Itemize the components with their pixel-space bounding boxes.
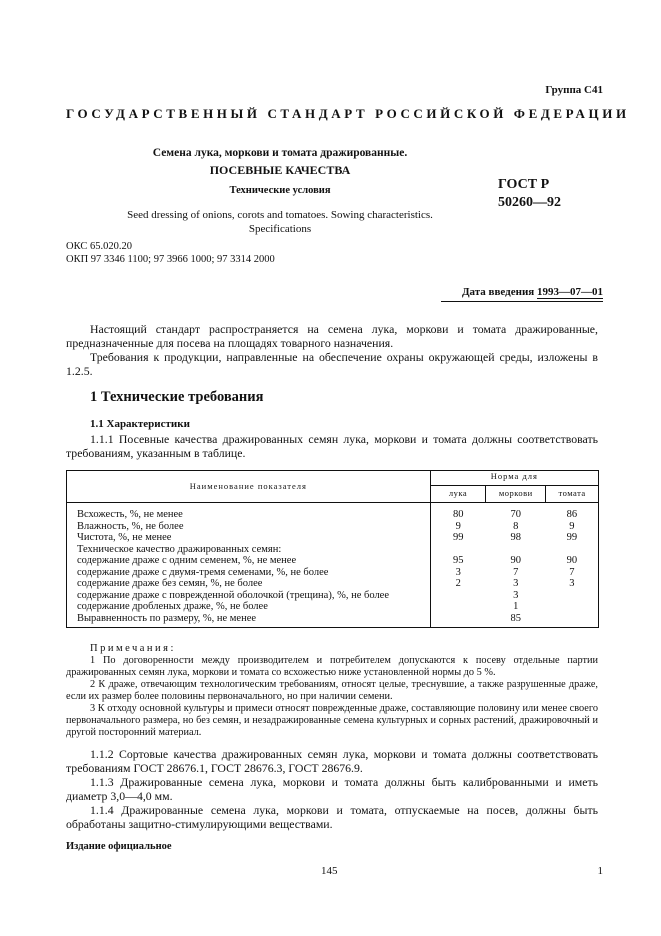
clause-1-1-1: 1.1.1 Посевные качества дражированных семян лука, моркови и томата должны соответствовать требованиям, указанным в таблице. (66, 432, 598, 460)
title-line-3: Технические условия (229, 185, 331, 196)
title-line-2: ПОСЕВНЫЕ КАЧЕСТВА (209, 163, 351, 177)
row-name: содержание драже без семян, %, не более (67, 578, 431, 590)
row-tomato (546, 601, 599, 613)
row-name: Влажность, %, не более (67, 521, 431, 533)
quality-norms-table (66, 470, 599, 628)
row-carrot: 3 (513, 589, 519, 601)
note-2: 2 К драже, отвечающим технологическим требованиям, относят целые, треснувшие, а также разрушенные драже, если их размер более половины первоначального, но при наличии семени. (66, 679, 598, 702)
row-tomato: 3 (546, 578, 599, 590)
date-divider (441, 301, 603, 302)
row-tomato (546, 613, 599, 628)
date-value: 1993—07—01 (537, 286, 603, 298)
row-carrot (486, 544, 546, 556)
row-tomato: 9 (546, 521, 599, 533)
table-header-onion: лука (430, 486, 486, 503)
english-title-line-2: Specifications (248, 223, 312, 235)
oks-code: ОКС 65.020.20 (66, 241, 132, 252)
row-tomato: 99 (546, 532, 599, 544)
table-row (67, 578, 599, 590)
row-onion: 80 (430, 509, 486, 521)
row-onion: 3 (430, 567, 486, 579)
gost-line-2: 50260—92 (498, 195, 561, 210)
official-edition: Издание официальное (66, 841, 172, 852)
table-row (67, 521, 599, 533)
row-onion: 99 (430, 532, 486, 544)
table-row (67, 601, 599, 613)
row-name: содержание драже с одним семенем, %, не менее (67, 555, 431, 567)
table-header-name: Наименование показателя (67, 471, 431, 503)
gost-designation (498, 176, 561, 212)
page-number: 145 (321, 865, 338, 877)
row-onion: 95 (430, 555, 486, 567)
table-row (67, 590, 599, 602)
row-name: содержание драже с двумя-тремя семенами, %, не более (67, 567, 431, 579)
row-name: содержание дробленых драже, %, не более (67, 601, 431, 613)
clause-1-1-2: 1.1.2 Сортовые качества дражированных семян лука, моркови и томата должны соответствовать требованиям ГОСТ 28676.1, ГОСТ 28676.3, ГОСТ 28676.9. (66, 747, 598, 775)
row-carrot: 98 (510, 532, 522, 543)
row-onion: 9 (430, 521, 486, 533)
row-name: Техническое качество дражированных семян: (67, 544, 431, 556)
row-name: Выравненность по размеру, %, не менее (67, 613, 431, 628)
table-row (67, 613, 599, 628)
table-row (67, 544, 599, 556)
row-onion (430, 601, 486, 613)
subsection-heading: 1.1 Характеристики (90, 418, 190, 430)
row-carrot: 70 (510, 509, 522, 520)
table-row (67, 532, 599, 544)
date-label: Дата введения (461, 286, 535, 298)
row-tomato: 86 (546, 509, 599, 521)
gost-line-1: ГОСТ Р (498, 177, 550, 192)
english-title (120, 208, 440, 236)
clause-1-1-4: 1.1.4 Дражированные семена лука, моркови и томата, отпускаемые на посев, должны быть обработаны защитно-стимулирующими веществами. (66, 803, 598, 831)
row-onion (430, 590, 486, 602)
intro-paragraph-1: Настоящий стандарт распространяется на семена лука, моркови и томата дражированные, предназначенные для посева на площадях товарного назначения. (66, 322, 598, 350)
row-carrot: 1 (513, 601, 519, 612)
row-onion (430, 613, 486, 628)
table-notes (66, 643, 598, 739)
note-1: 1 По договоренности между производителем и потребителем допускаются к посеву отдельные партии дражированных семян лука, моркови и томата со всхожестью ниже установленной нормы до 5 %. (66, 655, 598, 678)
english-title-line-1: Seed dressing of onions, corots and tomatoes. Sowing characteristics. (127, 209, 433, 221)
row-onion (430, 544, 486, 556)
section-heading: 1 Технические требования (90, 389, 264, 405)
group-code: Группа С41 (545, 84, 603, 96)
row-carrot: 85 (486, 613, 546, 628)
row-carrot: 8 (513, 520, 519, 532)
row-tomato (546, 544, 599, 556)
row-carrot: 90 (510, 555, 522, 566)
notes-heading: Примечания: (90, 643, 176, 654)
table-header-norm: Норма для (430, 471, 598, 486)
row-name: Чистота, %, не менее (67, 532, 431, 544)
title-line-1: Семена лука, моркови и томата дражированные. (152, 147, 408, 159)
document-title-block (120, 145, 440, 236)
page-index: 1 (597, 865, 603, 877)
standard-name: ГОСУДАРСТВЕННЫЙ СТАНДАРТ РОССИЙСКОЙ ФЕДЕРАЦИИ (66, 106, 630, 121)
table-row (67, 555, 599, 567)
table-header-carrot: моркови (486, 486, 546, 503)
row-name: содержание драже с поврежденной оболочкой (трещина), %, не более (67, 590, 431, 602)
okp-code: ОКП 97 3346 1100; 97 3966 1000; 97 3314 2000 (66, 254, 275, 265)
clause-1-1-3: 1.1.3 Дражированные семена лука, моркови и томата должны быть калиброванными и иметь диаметр 3,0—4,0 мм. (66, 775, 598, 803)
row-carrot: 7 (513, 566, 519, 578)
row-tomato (546, 590, 599, 602)
row-onion: 2 (430, 578, 486, 590)
row-tomato: 90 (546, 555, 599, 567)
classification-codes (66, 240, 275, 266)
table-row (67, 567, 599, 579)
note-3: 3 К отходу основной культуры и примеси относят поврежденные драже, составляющие половину или менее своего первоначального размера, но без семян, и незадражированные семена культурных и сорных растений, дражировочный и другой посторонний материал. (66, 703, 598, 738)
table-row (67, 509, 599, 521)
row-tomato: 7 (546, 567, 599, 579)
row-carrot: 3 (513, 578, 519, 589)
row-name: Всхожесть, %, не менее (67, 509, 431, 521)
table-header-tomato: томата (546, 486, 599, 503)
introduction-date (462, 286, 603, 298)
intro-paragraph-2: Требования к продукции, направленные на обеспечение охраны окружающей среды, изложены в 1.2.5. (66, 350, 598, 378)
